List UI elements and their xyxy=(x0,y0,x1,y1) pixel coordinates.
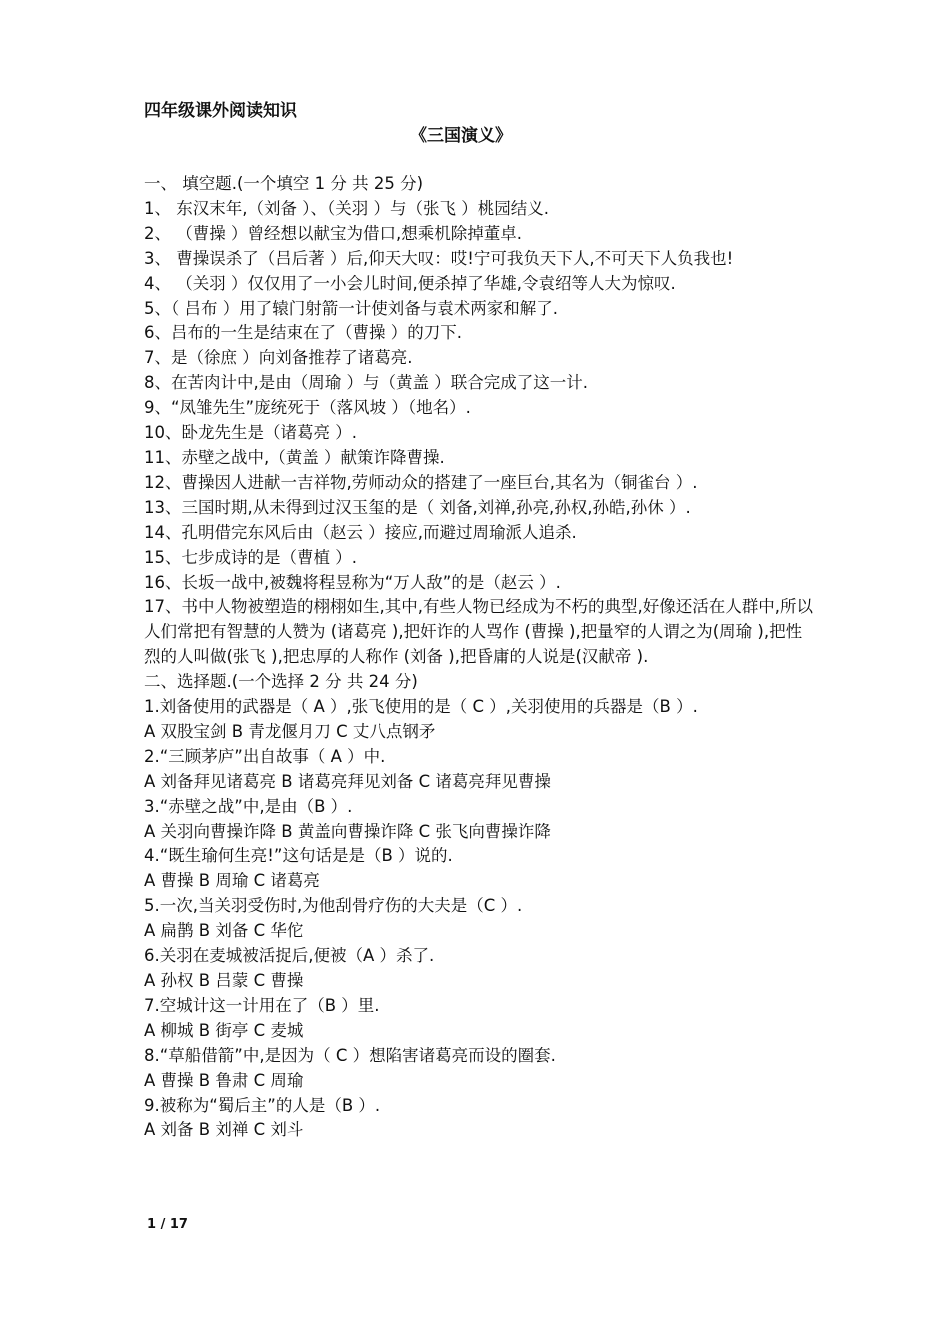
question-line: 12、曹操因人进献一吉祥物,劳师动众的搭建了一座巨台,其名为（铜雀台 ）. xyxy=(144,472,698,492)
section-heading-fill-blank: 一、 填空题.(一个填空 1 分 共 25 分) xyxy=(144,174,424,193)
question-line: 6.关羽在麦城被活捉后,便被（A ）杀了. xyxy=(144,946,435,966)
option-line: A 刘备拜见诸葛亮 B 诸葛亮拜见刘备 C 诸葛亮拜见曹操 xyxy=(144,771,551,791)
question-line: 15、七步成诗的是（曹植 ）. xyxy=(144,547,357,567)
question-line: 3、 曹操误杀了（吕后著 ）后,仰天大叹：哎!宁可我负天下人,不可天下人负我也! xyxy=(144,248,734,268)
question-line: 1.刘备使用的武器是（ A ）,张飞使用的是（ C ）,关羽使用的兵器是（B ）. xyxy=(144,697,698,717)
section-heading-choice: 二、选择题.(一个选择 2 分 共 24 分) xyxy=(144,672,418,692)
question-line: 3.“赤壁之战”中,是由（B ）. xyxy=(144,796,353,816)
question-line: 17、书中人物被塑造的栩栩如生,其中,有些人物已经成为不朽的典型,好像还活在人群中,所以人们常把有智慧的人赞为 (诸葛亮 ),把奸诈的人骂作 (曹操 ),把量窄的人谓之为(周瑜 ),把性烈的人叫做(张飞 ),把忠厚的人称作 (刘备 ),把昏庸的人说是(汉献帝 ). xyxy=(144,597,813,667)
question-line: 7.空城计这一计用在了（B ）里. xyxy=(144,995,380,1015)
question-line: 14、孔明借完东风后由（赵云 ）接应,而避过周瑜派人追杀. xyxy=(144,522,577,542)
document-subtitle: 《三国演义》 xyxy=(410,126,512,146)
question-line: 6、吕布的一生是结束在了（曹操 ）的刀下. xyxy=(144,323,462,343)
question-line: 2.“三顾茅庐”出自故事（ A ）中. xyxy=(144,746,386,766)
question-line: 7、是（徐庶 ）向刘备推荐了诸葛亮. xyxy=(144,348,413,368)
option-line: A 关羽向曹操诈降 B 黄盖向曹操诈降 C 张飞向曹操诈降 xyxy=(144,821,551,841)
question-line: 2、 （曹操 ）曾经想以献宝为借口,想乘机除掉董卓. xyxy=(144,223,522,243)
document-body xyxy=(144,172,814,1143)
option-line: A 孙权 B 吕蒙 C 曹操 xyxy=(144,971,304,990)
question-line: 8.“草船借箭”中,是因为（ C ）想陷害诸葛亮而设的圈套. xyxy=(144,1045,556,1065)
question-line: 10、卧龙先生是（诸葛亮 ）. xyxy=(144,423,357,443)
question-line: 13、三国时期,从未得到过汉玉玺的是（ 刘备,刘禅,孙亮,孙权,孙皓,孙休 ）. xyxy=(144,497,691,517)
question-line: 4、 （关羽 ）仅仅用了一小会儿时间,便杀掉了华雄,令袁绍等人大为惊叹. xyxy=(144,273,676,293)
document-title: 四年级课外阅读知识 xyxy=(144,101,297,121)
question-line: 4.“既生瑜何生亮!”这句话是是（B ）说的. xyxy=(144,846,453,866)
option-line: A 曹操 B 鲁肃 C 周瑜 xyxy=(144,1070,304,1090)
option-line: A 扁鹊 B 刘备 C 华佗 xyxy=(144,921,304,941)
option-line: A 刘备 B 刘禅 C 刘斗 xyxy=(144,1120,304,1140)
question-line: 16、长坂一战中,被魏将程昱称为“万人敌”的是（赵云 ）. xyxy=(144,572,561,592)
question-line: 1、 东汉末年,（刘备 ）、（关羽 ）与（张飞 ）桃园结义. xyxy=(144,198,549,218)
option-line: A 双股宝剑 B 青龙偃月刀 C 丈八点钢矛 xyxy=(144,721,436,741)
page-number: 1 / 17 xyxy=(147,1217,188,1232)
question-line: 9、“凤雏先生”庞统死于（落风坡 ）（地名）. xyxy=(144,398,471,418)
option-line: A 曹操 B 周瑜 C 诸葛亮 xyxy=(144,871,320,891)
question-line: 9.被称为“蜀后主”的人是（B ）. xyxy=(144,1095,381,1115)
question-line: 8、在苦肉计中,是由（周瑜 ）与（黄盖 ）联合完成了这一计. xyxy=(144,373,588,393)
question-line: 5.一次,当关羽受伤时,为他刮骨疗伤的大夫是（C ）. xyxy=(144,896,523,916)
option-line: A 柳城 B 街亭 C 麦城 xyxy=(144,1020,304,1040)
question-line: 11、赤壁之战中,（黄盖 ）献策诈降曹操. xyxy=(144,447,445,467)
question-line: 5、（ 吕布 ）用了辕门射箭一计使刘备与袁术两家和解了. xyxy=(144,298,558,318)
